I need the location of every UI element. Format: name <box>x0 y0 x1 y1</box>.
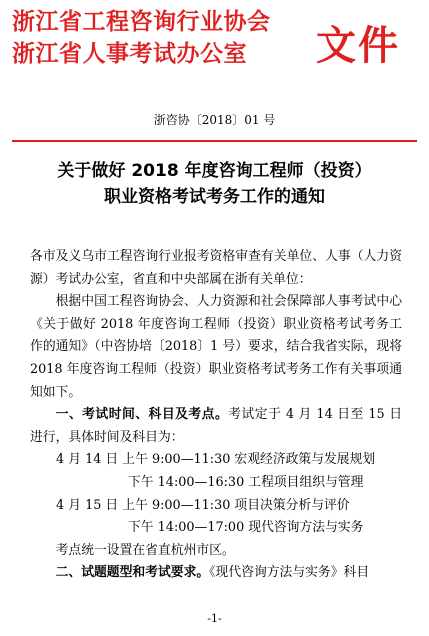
section-2-text: 《现代咨询方法与实务》科目 <box>209 565 370 581</box>
schedule-line-4: 下午 14:00—17:00 现代咨询方法与实务 <box>128 520 364 536</box>
title-line-2: 职业资格考试考务工作的通知 <box>104 187 325 207</box>
section-1-paragraph <box>30 404 402 449</box>
notice-title <box>0 158 429 210</box>
document-word: 文件 <box>316 23 400 69</box>
page-number: -1- <box>207 612 222 625</box>
addressee-paragraph: 各市及义乌市工程咨询行业报考资格审查有关单位、人事（人力资源）考试办公室，省直和中央部属在浙有关单位： <box>30 249 402 287</box>
title-line-1: 关于做好 2018 年度咨询工程师（投资） <box>57 161 372 181</box>
red-divider <box>12 140 417 142</box>
schedule-line-2: 下午 14:00—16:30 工程项目组织与管理 <box>128 474 364 490</box>
issuer-line-2: 浙江省人事考试办公室 <box>12 41 247 67</box>
document-number: 浙咨协〔2018〕01 号 <box>153 113 276 127</box>
section-1-text: 考试定于 4 月 14 日至 15 日进行，具体时间及科目为： <box>30 407 402 445</box>
intro-paragraph: 根据中国工程咨询协会、人力资源和社会保障部人事考试中心《关于做好 2018 年度咨询工程师（投资）职业资格考试考务工作的通知》（中咨协培〔2018〕1 号）要求，结合我省实际，现将 2018 年度咨询工程师（投资）职业资格考试考务工作有关事项通知如下。 <box>30 294 402 400</box>
issuer-block <box>12 6 312 70</box>
document-body <box>30 246 402 585</box>
venue-paragraph: 考点统一设置在省直杭州市区。 <box>55 542 235 558</box>
section-2-paragraph <box>30 562 402 585</box>
schedule-line-3: 4 月 15 日 上午 9:00—11:30 项目决策分析与评价 <box>56 497 350 513</box>
issuer-line-1: 浙江省工程咨询行业协会 <box>12 9 271 35</box>
section-1-heading: 一、考试时间、科目及考点。 <box>55 407 229 423</box>
schedule-line-1: 4 月 14 日 上午 9:00—11:30 宏观经济政策与发展规划 <box>56 452 376 468</box>
section-2-heading: 二、试题题型和考试要求。 <box>55 565 210 581</box>
